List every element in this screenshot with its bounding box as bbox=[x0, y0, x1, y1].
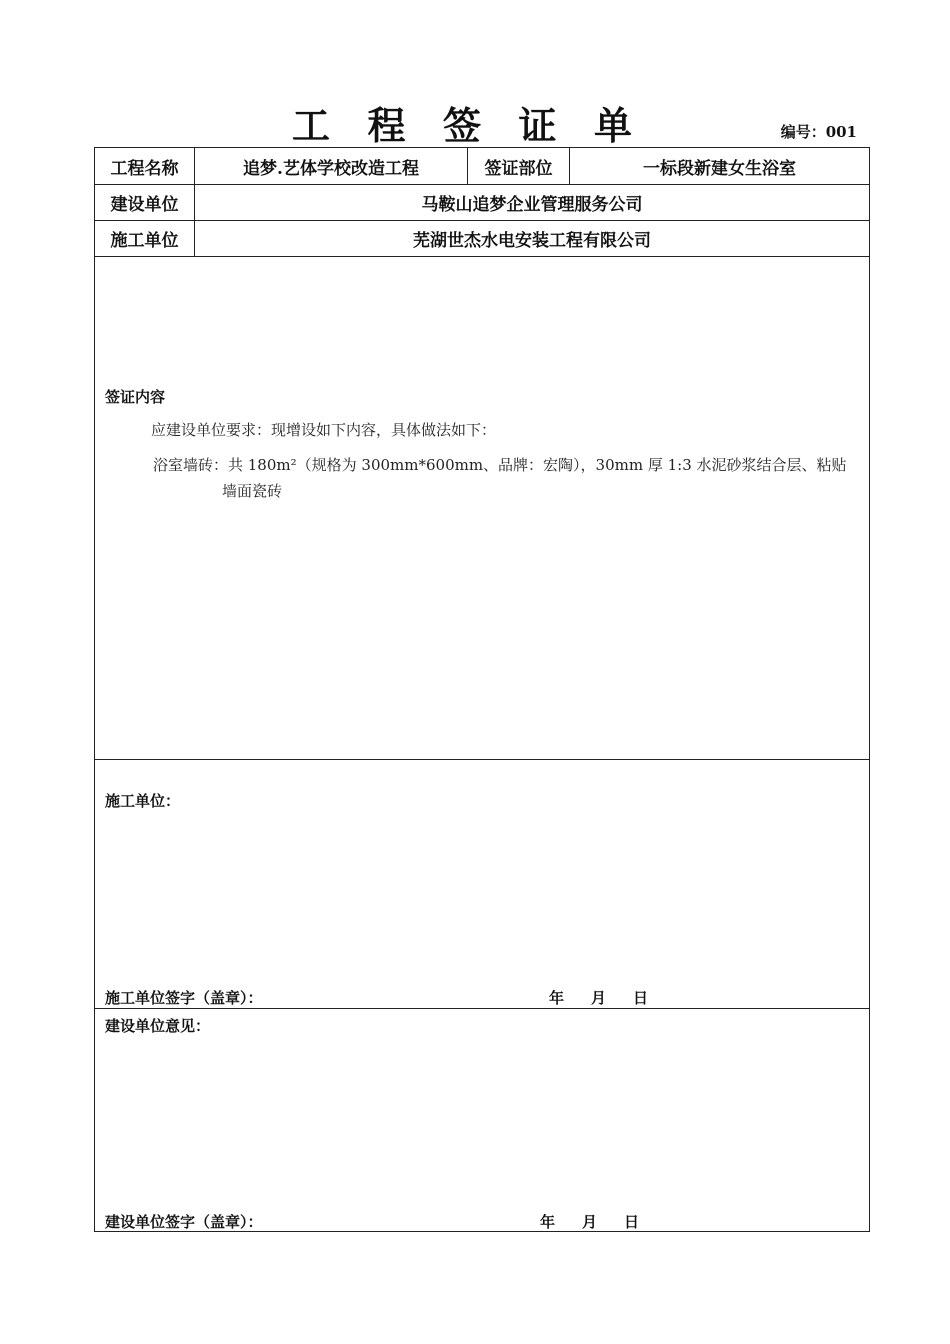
year-label: 年 bbox=[540, 1213, 556, 1231]
year-label: 年 bbox=[549, 989, 565, 1007]
contractor-section bbox=[95, 760, 869, 1009]
project-name-label: 工程名称 bbox=[95, 148, 195, 184]
serial-number: 编号：001 bbox=[780, 123, 857, 141]
client-row bbox=[95, 185, 869, 221]
client-date bbox=[540, 1211, 639, 1232]
project-name-value: 追梦.艺体学校改造工程 bbox=[195, 148, 468, 184]
client-section-label: 建设单位意见： bbox=[105, 1017, 211, 1035]
content-label: 签证内容 bbox=[105, 388, 166, 406]
month-label: 月 bbox=[582, 1213, 598, 1231]
content-line: 浴室墙砖：共 180m²（规格为 300mm*600mm、品牌：宏陶），30mm 厚 1:3 水泥砂浆结合层、粘贴 bbox=[153, 456, 847, 474]
location-value: 一标段新建女生浴室 bbox=[643, 158, 796, 179]
month-label: 月 bbox=[591, 989, 607, 1007]
contractor-label: 施工单位 bbox=[95, 221, 195, 256]
title-char: 签 bbox=[442, 103, 481, 148]
title-char: 单 bbox=[593, 103, 632, 148]
contractor-signature-label: 施工单位签字（盖章）： bbox=[105, 989, 263, 1007]
content-line: 墙面瓷砖 bbox=[222, 482, 283, 500]
day-label: 日 bbox=[633, 989, 649, 1007]
visa-form bbox=[94, 147, 870, 1232]
title-char: 证 bbox=[518, 103, 557, 148]
contractor-row bbox=[95, 221, 869, 257]
client-signature-label: 建设单位签字（盖章）： bbox=[105, 1213, 263, 1231]
day-label: 日 bbox=[624, 1213, 640, 1231]
contractor-date bbox=[549, 987, 648, 1008]
title-char: 工 bbox=[292, 103, 331, 148]
content-line: 应建设单位要求：现增设如下内容，具体做法如下： bbox=[151, 421, 497, 439]
client-value: 马鞍山追梦企业管理服务公司 bbox=[421, 195, 643, 215]
contractor-value: 芜湖世杰水电安装工程有限公司 bbox=[413, 231, 651, 251]
content-section bbox=[95, 257, 869, 760]
title-char: 程 bbox=[367, 103, 406, 148]
project-row bbox=[95, 148, 869, 185]
client-section bbox=[95, 1009, 869, 1231]
client-label: 建设单位 bbox=[95, 185, 195, 220]
contractor-section-label: 施工单位： bbox=[105, 792, 181, 810]
location-label: 签证部位 bbox=[468, 148, 570, 184]
